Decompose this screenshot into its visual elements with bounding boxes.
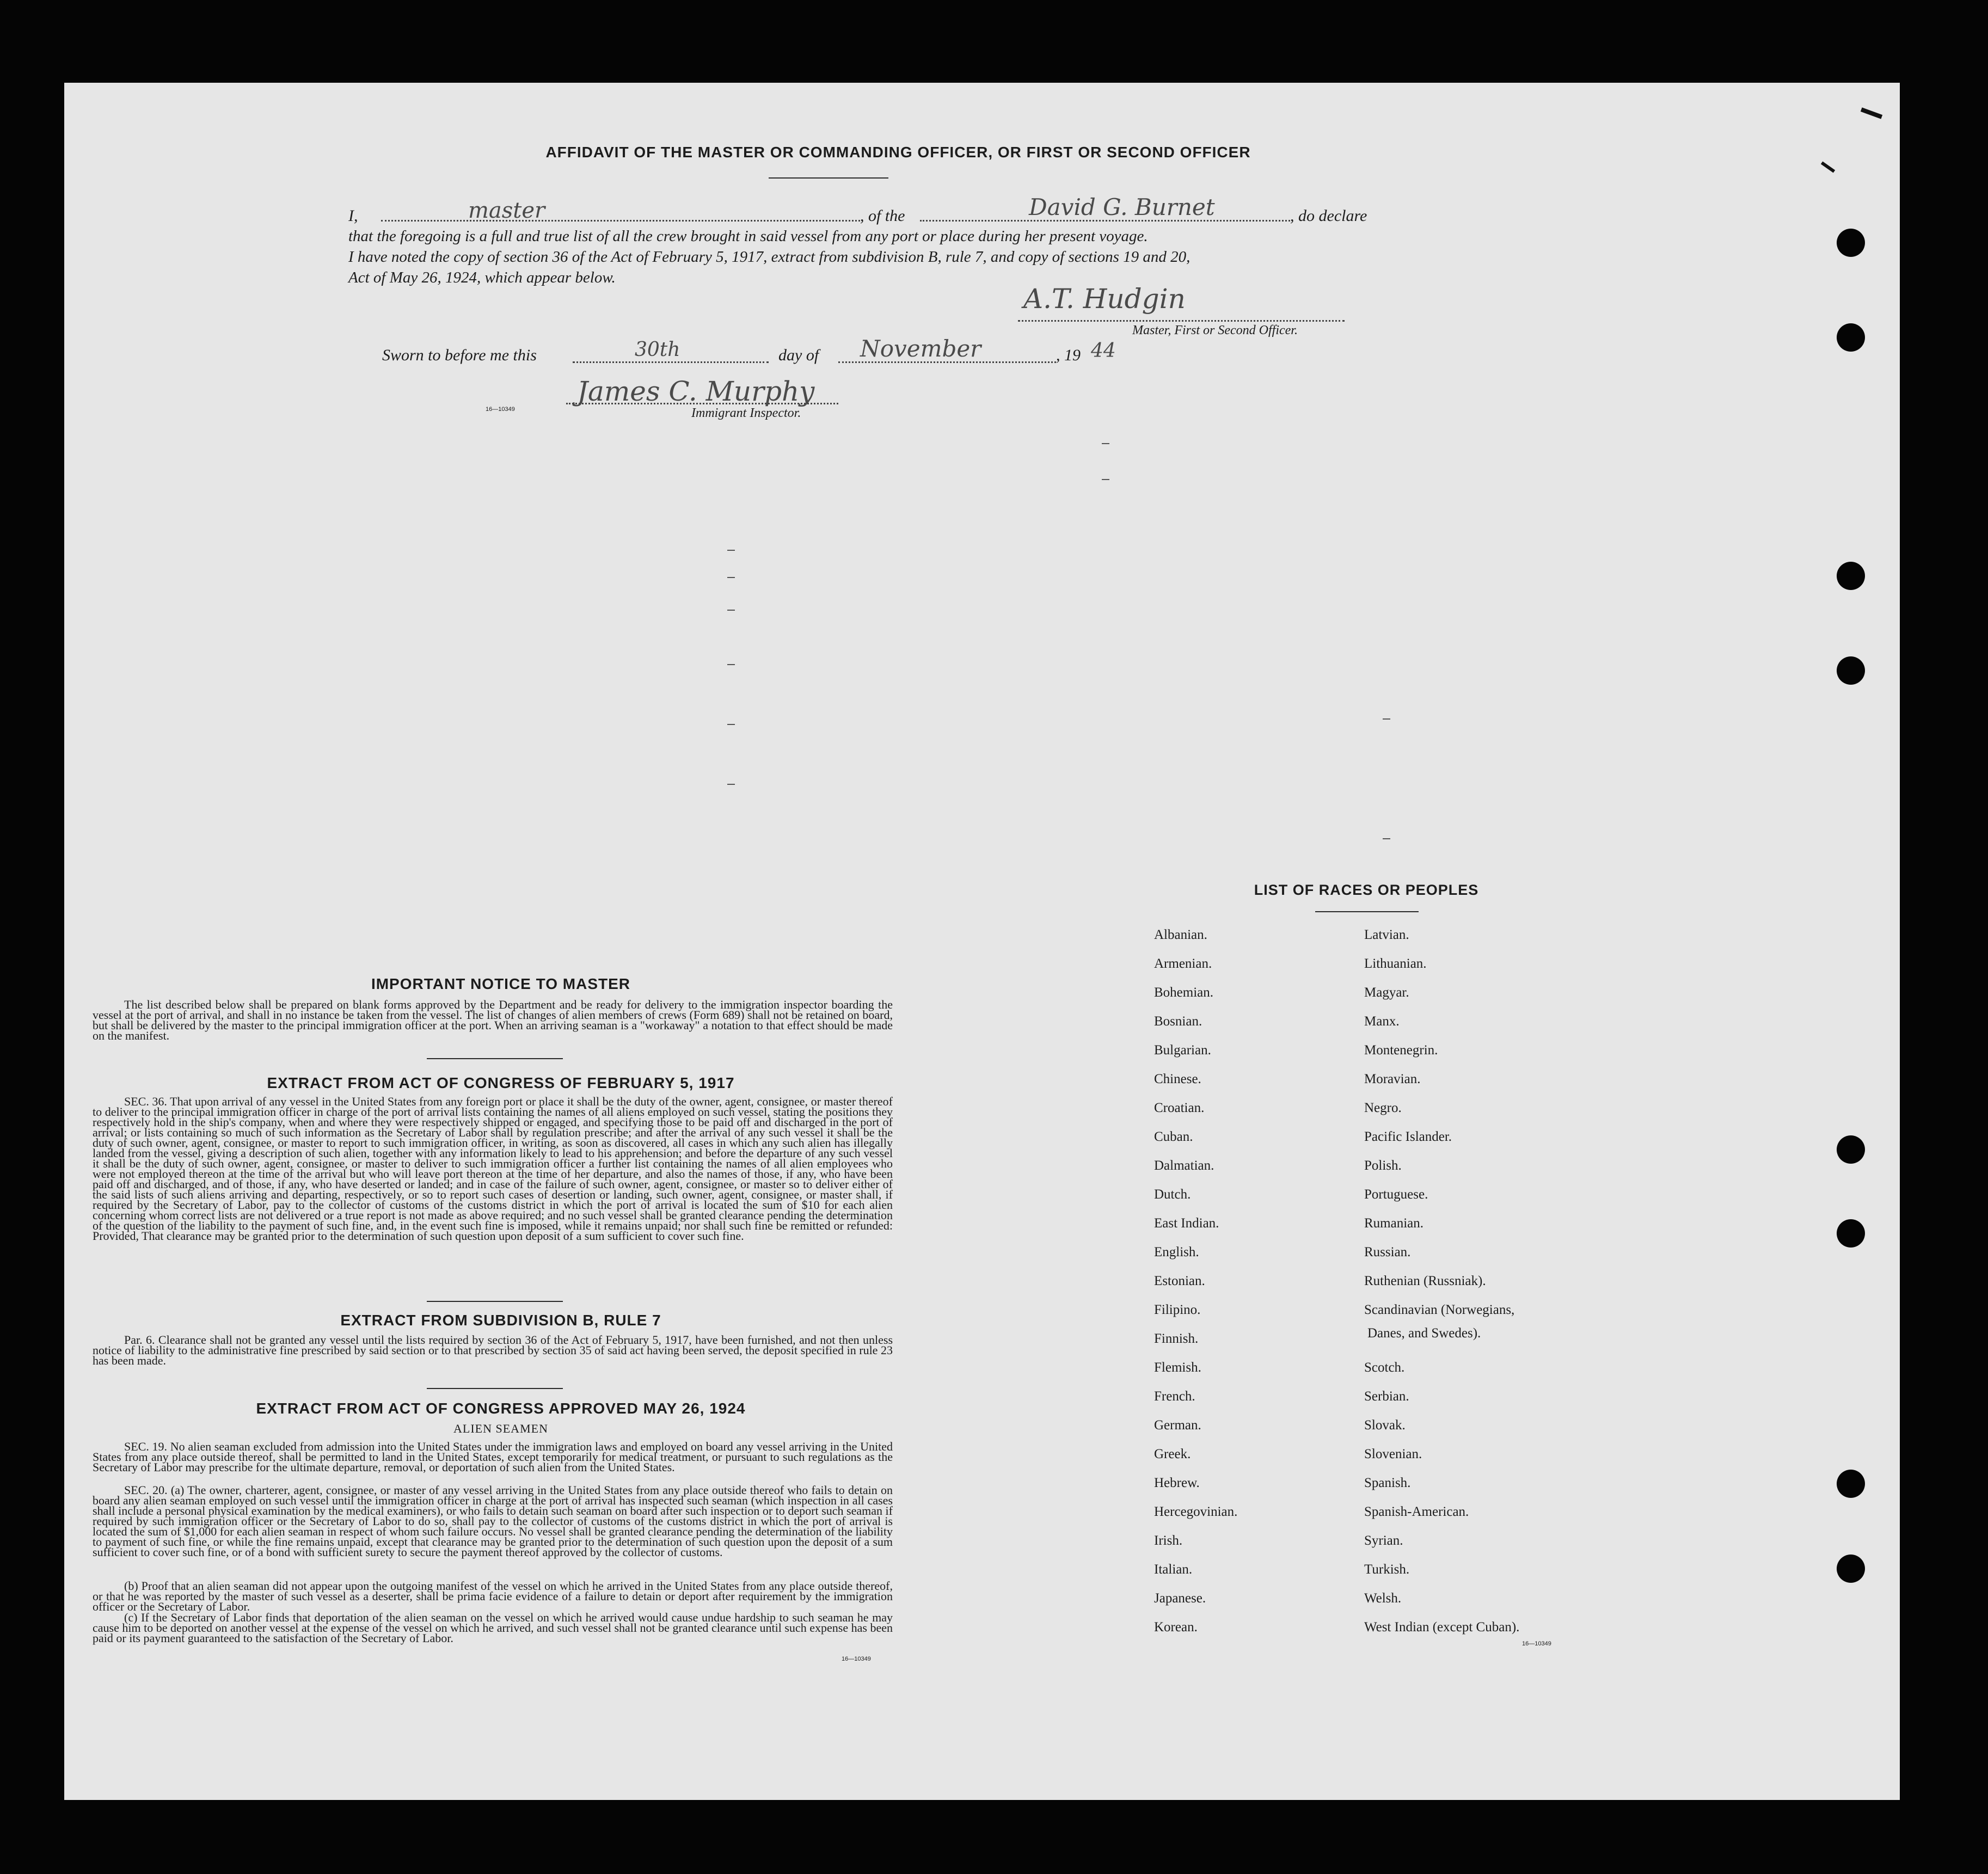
rule7-title: EXTRACT FROM SUBDIVISION B, RULE 7 [340,1312,661,1329]
master-signature: A.T. Hudgin [1023,283,1186,315]
race-item: Ruthenian (Russniak). [1364,1274,1486,1288]
race-item: Bosnian. [1154,1014,1202,1029]
races-title: LIST OF RACES OR PEOPLES [1254,882,1479,898]
punch-hole [1837,1219,1865,1248]
show-through-mark [1102,443,1109,444]
title-rule [769,177,888,179]
race-item: Polish. [1364,1158,1402,1173]
rule7-rule [427,1388,563,1389]
race-item: Albanian. [1154,927,1207,942]
affidavit-title: AFFIDAVIT OF THE MASTER OR COMMANDING OFFICER, OR FIRST OR SECOND OFFICER [545,144,1251,161]
of-the-label: , of the [860,207,905,225]
race-item: Negro. [1364,1101,1402,1115]
races-rule [1315,911,1419,912]
punch-hole [1837,656,1865,685]
race-item: Korean. [1154,1620,1198,1635]
punch-hole [1837,323,1865,352]
race-item: Japanese. [1154,1591,1206,1606]
officer-dotted-line [381,220,860,222]
sworn-label: Sworn to before me this [382,346,537,364]
race-item: Pacific Islander. [1364,1129,1452,1144]
punch-hole [1837,1470,1865,1498]
year-prefix: , 19 [1056,346,1081,364]
inspector-dotted-line [566,403,838,404]
race-item: Spanish. [1364,1476,1411,1490]
race-item: Moravian. [1364,1072,1421,1086]
punch-hole [1837,562,1865,590]
race-item: Armenian. [1154,956,1212,971]
affidavit-line4: Act of May 26, 1924, which appear below. [348,269,616,286]
race-item: Finnish. [1154,1331,1199,1346]
day-dotted-line [573,361,769,363]
race-item: Rumanian. [1364,1216,1424,1231]
notice-body: The list described below shall be prepared on blank forms approved by the Department and be ready for delivery to the immigration inspector boarding the vessel at the port of arrival, and shall in no instance be taken from the vessel. The list of changes of alien members of crews (Form 689) shall not be retained on board, but shall be delivered by the master to the principal immigration officer at the port. When an arriving seaman is a "workaway" a notation to that effect should be made on the manifest. [93,998,893,1042]
race-item-continuation: Danes, and Swedes). [1367,1326,1481,1341]
race-item: Turkish. [1364,1562,1410,1577]
punch-hole [1837,1135,1865,1164]
punch-hole [1837,1555,1865,1583]
show-through-mark [727,724,735,725]
extract-1917-title: EXTRACT FROM ACT OF CONGRESS OF FEBRUARY 5, 1917 [267,1074,735,1091]
race-item: Lithuanian. [1364,956,1427,971]
i-label: I, [348,207,358,225]
race-item: Manx. [1364,1014,1400,1029]
race-item: Cuban. [1154,1129,1193,1144]
inspector-signature: James C. Murphy [577,376,815,407]
extract-1917-rule [427,1301,563,1302]
extract-1917-body: SEC. 36. That upon arrival of any vessel in the United States from any foreign port or place it shall be the duty of the owner, agent, consignee, or master thereof to deliver to the principal immigration officer in charge of the port of arrival lists containing the names of all aliens employed on such vessel, stating the positions they respectively hold in the ship's company, when and where they were respectively shipped or engaged, and specifying those to be paid off and discharged in the port of arrival; or lists containing so much of such information as the Secretary of Labor shall by regulation prescribe; and after the arrival of any such vessel it shall be the duty of such owner, agent, consignee, or master to report to such immigration officer, in writing, as soon as discovered, all cases in which any such alien has illegally landed from the vessel, giving a description of such alien, together with any information likely to lead to his apprehension; and before the departure of any such vessel it shall be the duty of such owner, agent, consignee, or master to deliver to such immigration officer a further list containing the names of all alien employees who were not employed thereon at the time of the arrival but who will leave port thereon at the time of her departure, and also the names of those, if any, who have been paid off and discharged, and of those, if any, who have deserted or landed; and in case of the failure of such owner, agent, consignee, or master so to deliver either of the said lists of such aliens arriving and departing, respectively, or so to report such cases of desertion or landing, such owner, agent, consignee, or master shall, if required by the Secretary of Labor, pay to the collector of customs of the customs district in which the port of arrival is located the sum of $10 for each alien concerning whom correct lists are not delivered or a true report is not made as above required; and no such vessel shall be granted clearance pending the determination of the question of the liability to the payment of such fine, and, in the event such fine is imposed, while it remains unpaid; nor shall such fine be remitted or refunded: Provided, That clearance may be granted prior to the determination of such question upon deposit of a sum sufficient to cover such fine. [93,1095,893,1243]
race-item: Magyar. [1364,985,1409,1000]
notice-rule [427,1058,563,1059]
race-item: Flemish. [1154,1360,1201,1375]
affidavit-line3: I have noted the copy of section 36 of the Act of February 5, 1917, extract from subdivision B, rule 7, and copy of sections 19 and 20, [348,248,1191,266]
vessel-handwriting: David G. Burnet [1029,194,1215,220]
signature-dotted-line [1018,320,1345,322]
race-item: Scandinavian (Norwegians, [1364,1302,1515,1317]
day-handwriting: 30th [635,339,680,361]
year-handwriting: 44 [1091,340,1116,362]
officer-handwriting: master [468,198,545,223]
show-through-mark [727,664,735,665]
sec20c-body: (c) If the Secretary of Labor finds that deportation of the alien seaman on the vessel on which he arrived would cause undue hardship to such seaman he may cause him to be deported on another vessel at the expense of the vessel on which he arrived, and such vessel shall not be granted clearance until such expense has been paid or its payment guaranteed to the satisfaction of the Secretary of Labor. [93,1611,893,1645]
race-item: West Indian (except Cuban). [1364,1620,1520,1635]
race-item: Bulgarian. [1154,1043,1211,1058]
race-item: Hebrew. [1154,1476,1200,1490]
race-item: Serbian. [1364,1389,1409,1404]
punch-hole [1837,229,1865,257]
sec20a-body: SEC. 20. (a) The owner, charterer, agent, consignee, or master of any vessel arriving in the United States from any place outside thereof who fails to detain on board any alien seaman employed on such vessel until the immigration officer in charge at the port of arrival has inspected such seaman (which inspection in all cases shall include a personal physical examination by the medical examiners), or who fails to detain such seaman on board after such inspection or to deport such seaman if required by such immigration officer or the Secretary of Labor to do so, shall pay to the collector of customs of the customs district in which the port of arrival is located the sum of $1,000 for each alien seaman in respect of whom such failure occurs. No vessel shall be granted clearance pending the determination of the liability to payment of such fine, or while the fine remains unpaid, except that clearance may be granted prior to the determination of such question upon the deposit of a sum sufficient to cover such fine, or of a bond with sufficient surety to secure the payment thereof approved by the collector of customs. [93,1483,893,1559]
race-item: Syrian. [1364,1533,1403,1548]
extract-1924-subtitle: ALIEN SEAMEN [453,1422,548,1435]
race-item: Montenegrin. [1364,1043,1438,1058]
race-item: Croatian. [1154,1101,1205,1115]
race-item: Chinese. [1154,1072,1201,1086]
show-through-mark [727,550,735,551]
signature-caption: Master, First or Second Officer. [1132,323,1298,337]
affidavit-line2: that the foregoing is a full and true list of all the crew brought in said vessel from any port or place during her present voyage. [348,228,1148,245]
form-number: 16—10349 [486,406,515,413]
race-item: Spanish-American. [1364,1504,1469,1519]
notice-title: IMPORTANT NOTICE TO MASTER [371,975,631,992]
show-through-mark [1383,718,1390,720]
race-item: Portuguese. [1364,1187,1428,1202]
race-item: Dalmatian. [1154,1158,1214,1173]
race-item: Irish. [1154,1533,1183,1548]
race-item: East Indian. [1154,1216,1219,1231]
extract-form-number: 16—10349 [842,1656,871,1662]
sec20b-body: (b) Proof that an alien seaman did not appear upon the outgoing manifest of the vessel on which he arrived in the United States from any place outside thereof, or that he was reported by the master of such vessel as a deserter, shall be prima facie evidence of a failure to detain or deport after requirement by the immigration officer or the Secretary of Labor. [93,1579,893,1613]
race-item: Slovak. [1364,1418,1406,1433]
month-handwriting: November [860,335,981,362]
race-item: Russian. [1364,1245,1411,1259]
races-form-number: 16—10349 [1522,1640,1551,1647]
race-item: Greek. [1154,1447,1191,1461]
race-item: Estonian. [1154,1274,1205,1288]
race-item: Italian. [1154,1562,1193,1577]
rule7-body: Par. 6. Clearance shall not be granted any vessel until the lists required by section 36 of the Act of February 5, 1917, have been furnished, and not then unless notice of liability to the administrative fine prescribed by said section or to that prescribed by section 35 of said act having been served, the deposit specified in rule 23 has been made. [93,1333,893,1367]
show-through-mark [727,610,735,611]
race-item: Scotch. [1364,1360,1405,1375]
race-item: German. [1154,1418,1201,1433]
race-item: French. [1154,1389,1195,1404]
race-item: English. [1154,1245,1199,1259]
race-item: Dutch. [1154,1187,1191,1202]
show-through-mark [1383,838,1390,839]
race-item: Slovenian. [1364,1447,1422,1461]
inspector-caption: Immigrant Inspector. [691,406,801,420]
show-through-mark [1102,479,1109,480]
sec19-body: SEC. 19. No alien seaman excluded from admission into the United States under the immigration laws and employed on board any vessel arriving in the United States from any place outside thereof, shall be permitted to land in the United States, except temporarily for medical treatment, or pursuant to such regulations as the Secretary of Labor may prescribe for the ultimate departure, removal, or deportation of such alien from the United States. [93,1440,893,1474]
day-of-label: day of [778,346,819,364]
extract-1924-title: EXTRACT FROM ACT OF CONGRESS APPROVED MAY 26, 1924 [256,1400,746,1417]
race-item: Bohemian. [1154,985,1214,1000]
show-through-mark [727,577,735,578]
race-item: Welsh. [1364,1591,1402,1606]
do-declare-label: , do declare [1290,207,1367,225]
race-item: Hercegovinian. [1154,1504,1238,1519]
race-item: Filipino. [1154,1302,1201,1317]
show-through-mark [727,784,735,785]
race-item: Latvian. [1364,927,1409,942]
